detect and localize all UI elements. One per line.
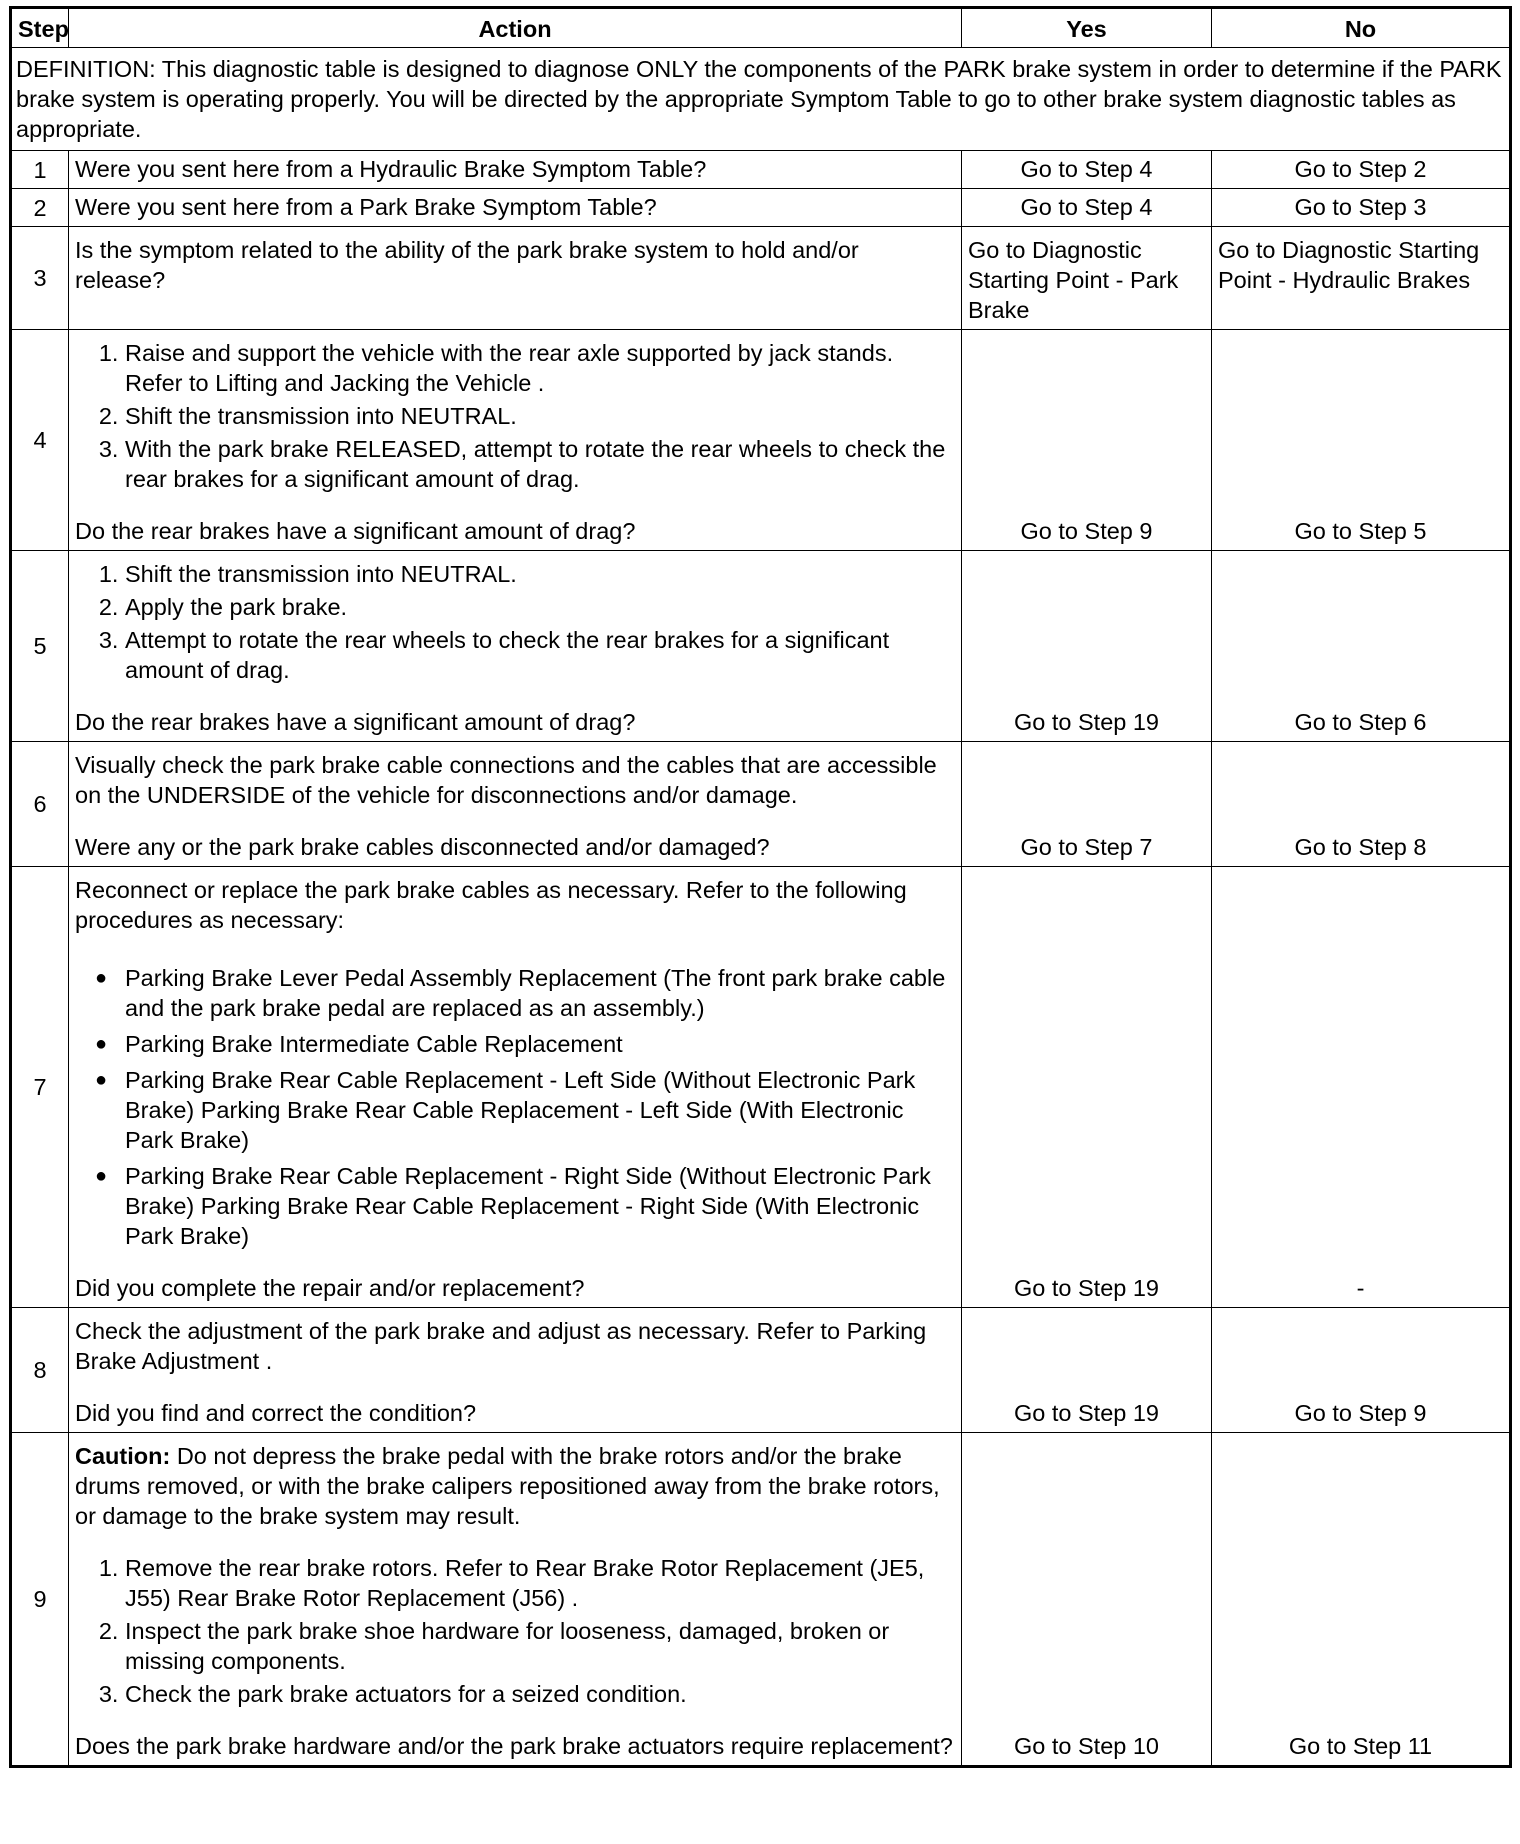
yes-result: Go to Step 19 bbox=[962, 867, 1212, 1308]
procedure-bullets bbox=[75, 963, 955, 1251]
list-item: 3. Attempt to rotate the rear wheels to check the rear brakes for a significant amount of drag. bbox=[125, 625, 955, 685]
table-row bbox=[11, 151, 1511, 189]
step-number: 6 bbox=[11, 742, 69, 867]
table-row bbox=[11, 189, 1511, 227]
list-item: 2. Shift the transmission into NEUTRAL. bbox=[125, 401, 955, 431]
list-item: ● Parking Brake Rear Cable Replacement - Left Side (Without Electronic Park Brake) Parking Brake Rear Cable Replacement - Left Side (With Electronic Park Brake) bbox=[95, 1067, 916, 1153]
no-result: Go to Step 8 bbox=[1212, 742, 1511, 867]
no-result: Go to Step 3 bbox=[1212, 189, 1511, 227]
yes-result: Go to Step 19 bbox=[962, 1308, 1212, 1433]
list-item: 3. With the park brake RELEASED, attempt to rotate the rear wheels to check the rear brakes for a significant amount of drag. bbox=[125, 434, 955, 494]
action-text: Reconnect or replace the park brake cables as necessary. Refer to the following procedures as necessary: bbox=[75, 877, 907, 933]
table-row bbox=[11, 551, 1511, 742]
action-cell bbox=[69, 742, 962, 867]
header-no: No bbox=[1212, 8, 1511, 48]
question-text: Do the rear brakes have a significant amount of drag? bbox=[75, 518, 636, 544]
yes-result: Go to Step 10 bbox=[962, 1433, 1212, 1767]
step-number: 1 bbox=[11, 151, 69, 189]
bullet-icon: ● bbox=[95, 1033, 108, 1055]
question-text: Does the park brake hardware and/or the park brake actuators require replacement? bbox=[75, 1733, 953, 1759]
header-row bbox=[11, 8, 1511, 48]
yes-result: Go to Diagnostic Starting Point - Park Brake bbox=[962, 227, 1212, 330]
step-number: 7 bbox=[11, 867, 69, 1308]
action-text: Were you sent here from a Hydraulic Brake Symptom Table? bbox=[69, 151, 962, 189]
bullet-icon: ● bbox=[95, 1069, 108, 1091]
definition-row bbox=[11, 48, 1511, 151]
bullet-icon: ● bbox=[95, 967, 108, 989]
procedure-list bbox=[75, 338, 955, 494]
step-number: 3 bbox=[11, 227, 69, 330]
list-item: ● Parking Brake Rear Cable Replacement - Right Side (Without Electronic Park Brake) Parking Brake Rear Cable Replacement - Right Side (With Electronic Park Brake) bbox=[95, 1163, 931, 1249]
no-result: Go to Step 5 bbox=[1212, 330, 1511, 551]
action-text: Were you sent here from a Park Brake Symptom Table? bbox=[69, 189, 962, 227]
action-cell bbox=[69, 867, 962, 1308]
yes-result: Go to Step 7 bbox=[962, 742, 1212, 867]
procedure-list bbox=[75, 1553, 955, 1709]
no-result: Go to Step 9 bbox=[1212, 1308, 1511, 1433]
list-item: 2. Apply the park brake. bbox=[125, 592, 955, 622]
list-item: 2. Inspect the park brake shoe hardware for looseness, damaged, broken or missing components. bbox=[125, 1616, 955, 1676]
action-text: Is the symptom related to the ability of the park brake system to hold and/or release? bbox=[69, 227, 962, 330]
header-step: Step bbox=[11, 8, 69, 48]
step-number: 5 bbox=[11, 551, 69, 742]
table-row bbox=[11, 227, 1511, 330]
list-item: 1. Shift the transmission into NEUTRAL. bbox=[125, 559, 955, 589]
yes-result: Go to Step 19 bbox=[962, 551, 1212, 742]
caution-label: Caution: bbox=[75, 1443, 171, 1469]
question-text: Were any or the park brake cables disconnected and/or damaged? bbox=[75, 834, 770, 860]
table-row bbox=[11, 867, 1511, 1308]
step-number: 8 bbox=[11, 1308, 69, 1433]
list-item: 3. Check the park brake actuators for a seized condition. bbox=[125, 1679, 955, 1709]
header-yes: Yes bbox=[962, 8, 1212, 48]
yes-result: Go to Step 4 bbox=[962, 151, 1212, 189]
no-result: Go to Diagnostic Starting Point - Hydraulic Brakes bbox=[1212, 227, 1511, 330]
table-row bbox=[11, 330, 1511, 551]
no-result: - bbox=[1212, 867, 1511, 1308]
header-action: Action bbox=[69, 8, 962, 48]
action-cell bbox=[69, 551, 962, 742]
action-text: Check the adjustment of the park brake and adjust as necessary. Refer to Parking Brake Adjustment . bbox=[75, 1318, 927, 1374]
table-row bbox=[11, 1308, 1511, 1433]
question-text: Do the rear brakes have a significant amount of drag? bbox=[75, 709, 636, 735]
step-number: 9 bbox=[11, 1433, 69, 1767]
action-cell bbox=[69, 1433, 962, 1767]
question-text: Did you complete the repair and/or replacement? bbox=[75, 1275, 585, 1301]
table-row bbox=[11, 742, 1511, 867]
action-text: Visually check the park brake cable connections and the cables that are accessible on the UNDERSIDE of the vehicle for disconnections and/or damage. bbox=[75, 752, 937, 808]
list-item: 1. Raise and support the vehicle with the rear axle supported by jack stands. Refer to Lifting and Jacking the Vehicle . bbox=[125, 338, 955, 398]
table-row bbox=[11, 1433, 1511, 1767]
step-number: 2 bbox=[11, 189, 69, 227]
list-item: 1. Remove the rear brake rotors. Refer to Rear Brake Rotor Replacement (JE5, J55) Rear Brake Rotor Replacement (J56) . bbox=[125, 1553, 955, 1613]
yes-result: Go to Step 9 bbox=[962, 330, 1212, 551]
step-number: 4 bbox=[11, 330, 69, 551]
no-result: Go to Step 11 bbox=[1212, 1433, 1511, 1767]
action-cell bbox=[69, 330, 962, 551]
caution-note bbox=[75, 1441, 955, 1531]
list-item: ● Parking Brake Intermediate Cable Replacement bbox=[95, 1031, 623, 1057]
question-text: Did you find and correct the condition? bbox=[75, 1400, 477, 1426]
procedure-list bbox=[75, 559, 955, 685]
no-result: Go to Step 2 bbox=[1212, 151, 1511, 189]
bullet-icon: ● bbox=[95, 1165, 108, 1187]
diagnostic-table-sheet bbox=[9, 6, 1509, 1768]
no-result: Go to Step 6 bbox=[1212, 551, 1511, 742]
definition-text: DEFINITION: This diagnostic table is designed to diagnose ONLY the components of the PARK brake system in order to determine if the PARK brake system is operating properly. You will be directed by the appropriate Symptom Table to go to other brake system diagnostic tables as appropriate. bbox=[11, 48, 1511, 151]
list-item: ● Parking Brake Lever Pedal Assembly Replacement (The front park brake cable and the park brake pedal are replaced as an assembly.) bbox=[95, 965, 946, 1021]
yes-result: Go to Step 4 bbox=[962, 189, 1212, 227]
park-brake-diagnostic-table bbox=[9, 6, 1512, 1768]
action-cell bbox=[69, 1308, 962, 1433]
caution-text: Do not depress the brake pedal with the brake rotors and/or the brake drums removed, or with the brake calipers repositioned away from the brake rotors, or damage to the brake system may result. bbox=[75, 1443, 940, 1529]
